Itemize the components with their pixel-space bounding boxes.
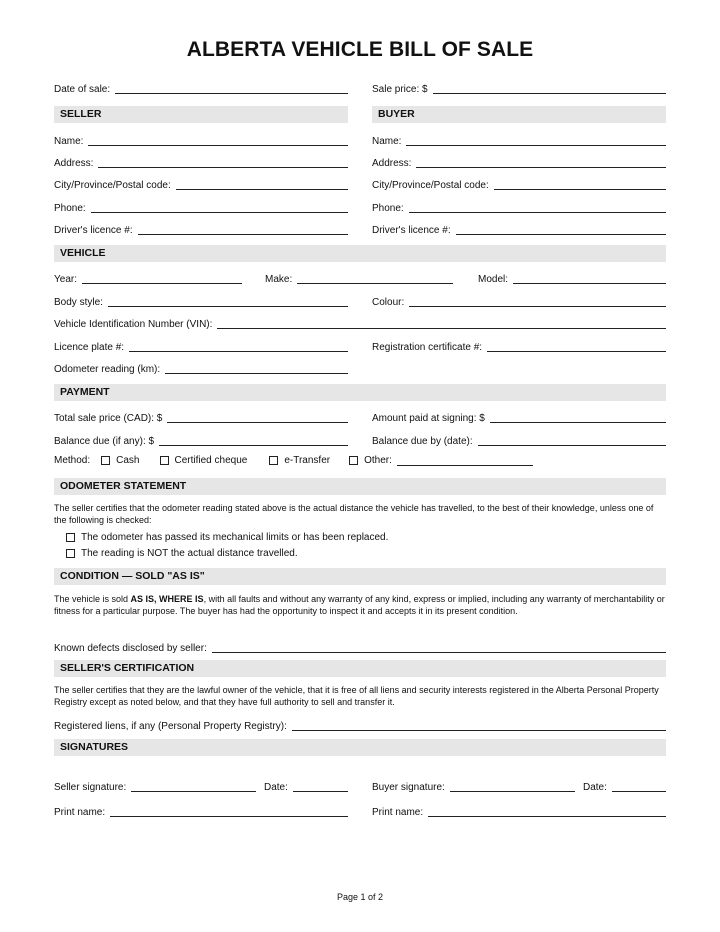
known-defects-field[interactable] bbox=[212, 651, 666, 653]
buyer-address-label: Address: bbox=[372, 158, 412, 169]
registration-field[interactable] bbox=[487, 350, 666, 352]
date-of-sale-field[interactable] bbox=[115, 92, 348, 94]
make-field[interactable] bbox=[297, 282, 453, 284]
certified-cheque-checkbox[interactable] bbox=[160, 456, 169, 465]
seller-print-name-label: Print name: bbox=[54, 807, 106, 818]
other-checkbox[interactable] bbox=[349, 456, 358, 465]
seller-date-field[interactable] bbox=[293, 790, 348, 792]
seller-city-label: City/Province/Postal code: bbox=[54, 180, 171, 191]
balance-due-field[interactable] bbox=[159, 444, 348, 446]
total-price-field[interactable] bbox=[167, 421, 348, 423]
vin-field[interactable] bbox=[217, 327, 666, 329]
odometer-option-row-2 bbox=[66, 548, 298, 559]
certification-text: The seller certifies that they are the lawful owner of the vehicle, that it is free of all liens and security interests registered in the Alberta Personal Property Registry except as noted below, and that they have full authority to sell and transfer it. bbox=[54, 685, 659, 707]
balance-date-label: Balance due by (date): bbox=[372, 436, 473, 447]
buyer-name-label: Name: bbox=[372, 136, 402, 147]
model-field[interactable] bbox=[513, 282, 666, 284]
odometer-replaced-label: The odometer has passed its mechanical limits or has been replaced. bbox=[81, 532, 389, 543]
total-price-label: Total sale price (CAD): $ bbox=[54, 413, 163, 424]
seller-signature-field[interactable] bbox=[131, 790, 256, 792]
buyer-city-label: City/Province/Postal code: bbox=[372, 180, 489, 191]
buyer-city-field[interactable] bbox=[494, 188, 666, 190]
condition-text-pre: The vehicle is sold bbox=[54, 594, 131, 604]
odometer-not-actual-label: The reading is NOT the actual distance travelled. bbox=[81, 548, 298, 559]
sale-price-label: Sale price: $ bbox=[372, 84, 428, 95]
e-transfer-option-label: e-Transfer bbox=[284, 455, 331, 466]
odometer-statement-text: The seller certifies that the odometer reading stated above is the actual distance the vehicle has travelled, to the best of their knowledge, unless one of the following is checked: bbox=[54, 503, 654, 525]
cash-option-label: Cash bbox=[116, 455, 140, 466]
seller-address-label: Address: bbox=[54, 158, 94, 169]
buyer-date-label: Date: bbox=[583, 782, 607, 793]
colour-field[interactable] bbox=[409, 305, 666, 307]
plate-label: Licence plate #: bbox=[54, 342, 125, 353]
model-label: Model: bbox=[478, 274, 509, 285]
buyer-licence-field[interactable] bbox=[456, 233, 666, 235]
certified-cheque-option-label: Certified cheque bbox=[174, 455, 248, 466]
sale-price-field[interactable] bbox=[433, 92, 666, 94]
buyer-phone-label: Phone: bbox=[372, 203, 404, 214]
buyer-licence-label: Driver's licence #: bbox=[372, 225, 451, 236]
buyer-date-field[interactable] bbox=[612, 790, 666, 792]
vin-label: Vehicle Identification Number (VIN): bbox=[54, 319, 213, 330]
seller-signature-label: Seller signature: bbox=[54, 782, 127, 793]
page-number: Page 1 of 2 bbox=[336, 892, 384, 902]
known-defects-label: Known defects disclosed by seller: bbox=[54, 643, 207, 654]
buyer-signature-label: Buyer signature: bbox=[372, 782, 445, 793]
seller-section-header: SELLER bbox=[54, 106, 348, 123]
condition-text-post: , with all faults and without any warranty of any kind, express or implied, including any warranty of merchantability or fitness for a particular purpose. The buyer has had the opportunity to inspect it and accepts it in its present condition. bbox=[54, 594, 665, 616]
seller-address-field[interactable] bbox=[98, 166, 348, 168]
other-option-label: Other: bbox=[364, 455, 392, 466]
balance-date-field[interactable] bbox=[478, 444, 666, 446]
make-label: Make: bbox=[265, 274, 293, 285]
buyer-print-name-label: Print name: bbox=[372, 807, 424, 818]
buyer-section-header: BUYER bbox=[372, 106, 666, 123]
seller-phone-label: Phone: bbox=[54, 203, 86, 214]
amount-paid-label: Amount paid at signing: $ bbox=[372, 413, 485, 424]
page-title: ALBERTA VEHICLE BILL OF SALE bbox=[186, 38, 534, 61]
date-price-row bbox=[54, 80, 666, 96]
buyer-phone-field[interactable] bbox=[409, 211, 666, 213]
other-method-field[interactable] bbox=[397, 464, 533, 466]
cash-checkbox[interactable] bbox=[101, 456, 110, 465]
payment-method-row bbox=[54, 455, 533, 466]
buyer-address-field[interactable] bbox=[416, 166, 666, 168]
registration-label: Registration certificate #: bbox=[372, 342, 483, 353]
odometer-section-header: ODOMETER STATEMENT bbox=[54, 478, 666, 495]
condition-text bbox=[54, 593, 666, 617]
liens-field[interactable] bbox=[292, 729, 666, 731]
buyer-print-name-field[interactable] bbox=[428, 815, 666, 817]
signatures-section-header: SIGNATURES bbox=[54, 739, 666, 756]
buyer-name-field[interactable] bbox=[406, 144, 666, 146]
seller-date-label: Date: bbox=[264, 782, 288, 793]
seller-name-field[interactable] bbox=[88, 144, 348, 146]
as-is-emphasis: AS IS, WHERE IS bbox=[130, 594, 204, 604]
date-of-sale-label: Date of sale: bbox=[54, 84, 111, 95]
e-transfer-checkbox[interactable] bbox=[269, 456, 278, 465]
method-label: Method: bbox=[54, 455, 91, 466]
seller-city-field[interactable] bbox=[176, 188, 348, 190]
balance-due-label: Balance due (if any): $ bbox=[54, 436, 155, 447]
seller-licence-label: Driver's licence #: bbox=[54, 225, 133, 236]
odometer-option-row-1 bbox=[66, 532, 388, 543]
year-label: Year: bbox=[54, 274, 77, 285]
seller-print-name-field[interactable] bbox=[110, 815, 348, 817]
colour-label: Colour: bbox=[372, 297, 405, 308]
year-field[interactable] bbox=[82, 282, 242, 284]
payment-section-header: PAYMENT bbox=[54, 384, 666, 401]
body-style-label: Body style: bbox=[54, 297, 103, 308]
body-style-field[interactable] bbox=[108, 305, 348, 307]
odometer-not-actual-checkbox[interactable] bbox=[66, 549, 75, 558]
amount-paid-field[interactable] bbox=[490, 421, 666, 423]
liens-label: Registered liens, if any (Personal Property Registry): bbox=[54, 721, 287, 732]
plate-field[interactable] bbox=[129, 350, 348, 352]
buyer-signature-field[interactable] bbox=[450, 790, 575, 792]
vehicle-section-header: VEHICLE bbox=[54, 245, 666, 262]
seller-phone-field[interactable] bbox=[91, 211, 348, 213]
condition-section-header: CONDITION — SOLD "AS IS" bbox=[54, 568, 666, 585]
odometer-reading-label: Odometer reading (km): bbox=[54, 364, 161, 375]
seller-name-label: Name: bbox=[54, 136, 84, 147]
odometer-reading-field[interactable] bbox=[165, 372, 348, 374]
certification-section-header: SELLER'S CERTIFICATION bbox=[54, 660, 666, 677]
seller-licence-field[interactable] bbox=[138, 233, 348, 235]
odometer-replaced-checkbox[interactable] bbox=[66, 533, 75, 542]
